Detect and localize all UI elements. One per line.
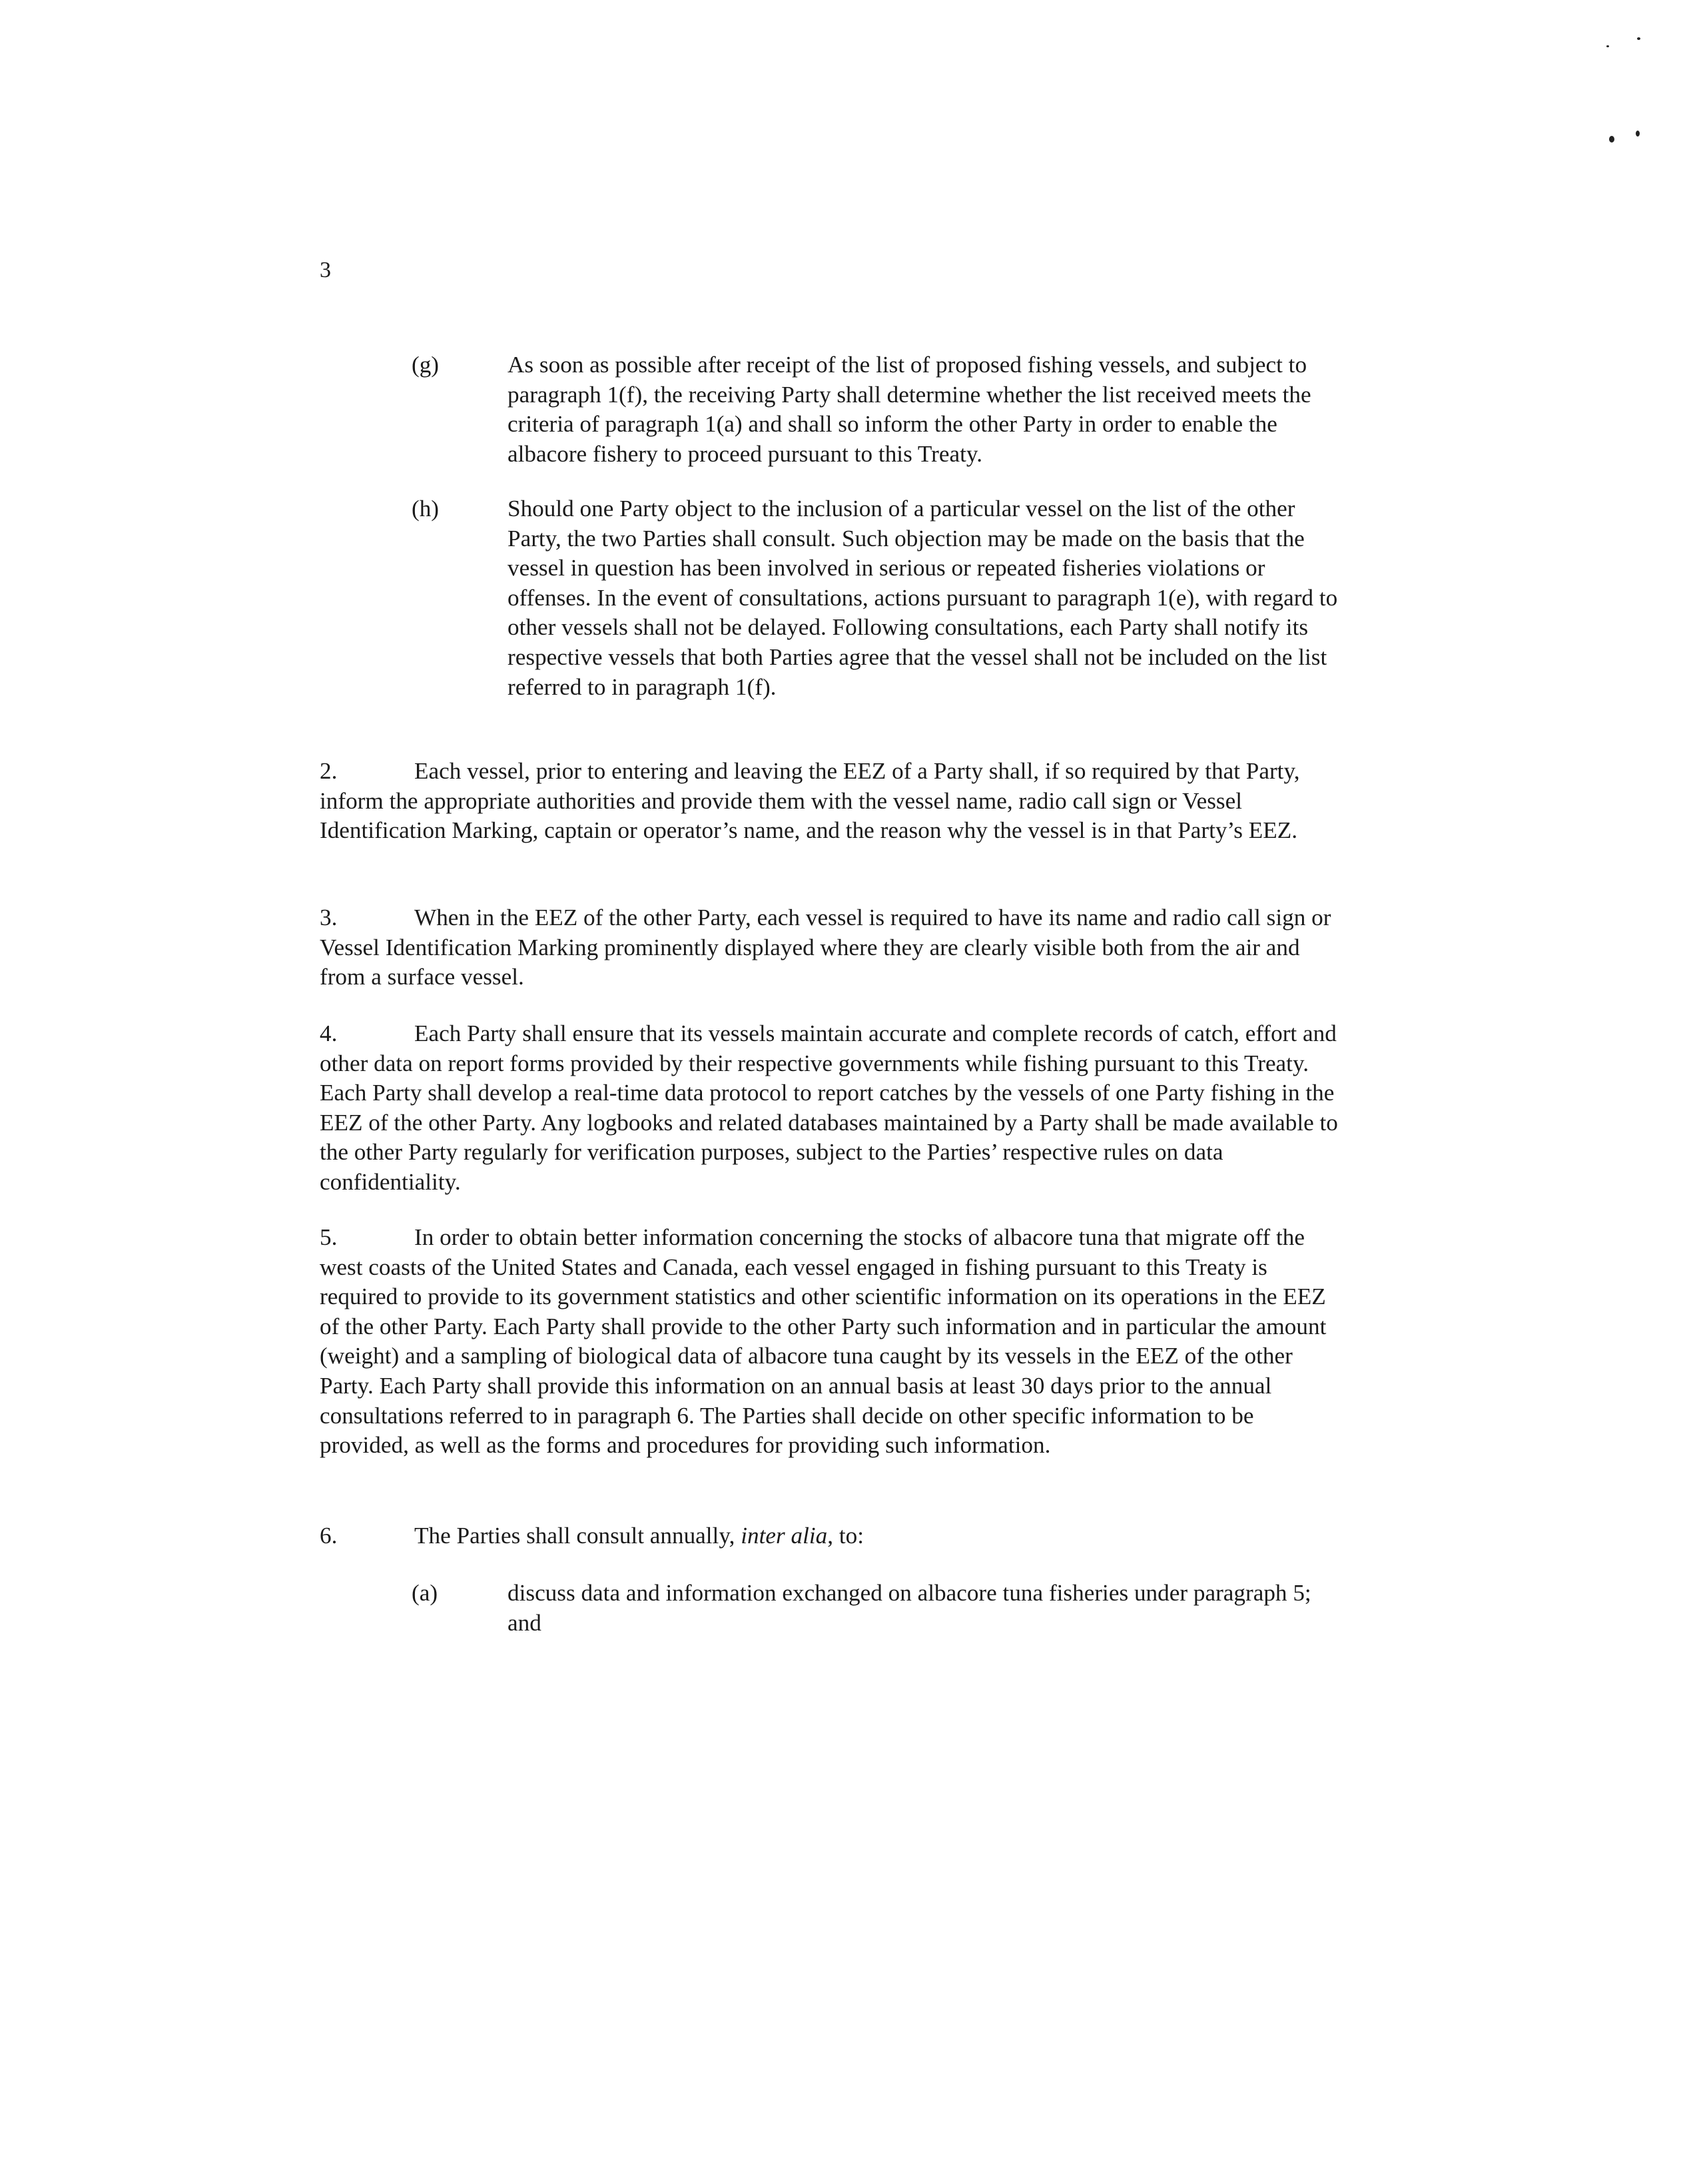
subparagraph-text: As soon as possible after receipt of the list of proposed fishing vessels, and subject to paragraph 1(f), the receiving Party shall determine whether the list received meets the criteria of paragraph 1(a) and shall so inform the other Party in order to enable the albacore fishery to proceed pursuant to this Treaty.: [507, 352, 1311, 467]
paragraph-number: 6.: [320, 1523, 338, 1549]
scan-speck: [1637, 37, 1640, 40]
paragraph-number: 5.: [320, 1224, 338, 1250]
paragraph-2: [320, 757, 1345, 846]
subparagraph-text: Should one Party object to the inclusion of a particular vessel on the list of the other Party, the two Parties shall consult. Such objection may be made on the basis that the vessel in question has been involved in serious or repeated fisheries violations or offenses. In the event of consultations, actions pursuant to paragraph 1(e), with regard to other vessels shall not be delayed. Following consultations, each Party shall notify its respective vessels that both Parties agree that the vessel shall not be included on the list referred to in paragraph 1(f).: [507, 496, 1338, 700]
scan-speck: [1636, 131, 1640, 137]
paragraph-text: When in the EEZ of the other Party, each vessel is required to have its name and radio call sign or Vessel Identification Marking prominently displayed where they are clearly visible both from the air and from a surface vessel.: [320, 905, 1331, 990]
paragraph-3: [320, 903, 1345, 992]
paragraph-text: In order to obtain better information concerning the stocks of albacore tuna that migrate off the west coasts of the United States and Canada, each vessel engaged in fishing pursuant to this Treaty is required to provide to its government statistics and other scientific information on its operations in the EEZ of the other Party. Each Party shall provide to the other Party such information and in particular the amount (weight) and a sampling of biological data of albacore tuna caught by its vessels in the EEZ of the other Party. Each Party shall provide this information on an annual basis at least 30 days prior to the annual consultations referred to in paragraph 6. The Parties shall decide on other specific information to be provided, as well as the forms and procedures for providing such information.: [320, 1224, 1327, 1459]
subparagraph-label: (a): [412, 1580, 438, 1606]
paragraph-5: [320, 1223, 1345, 1461]
scan-speck: [1609, 136, 1614, 143]
paragraph-number: 4.: [320, 1020, 338, 1046]
paragraph-text-italic: inter alia: [741, 1523, 828, 1549]
scan-speck: [1606, 45, 1609, 47]
subparagraph-g: [412, 350, 1344, 470]
paragraph-text-end: , to:: [827, 1523, 864, 1549]
subparagraph-6a: [412, 1579, 1344, 1645]
paragraph-number: 3.: [320, 905, 338, 930]
paragraph-text-start: The Parties shall consult annually,: [414, 1523, 741, 1549]
subparagraph-label: (g): [412, 352, 440, 378]
subparagraph-text: discuss data and information exchanged on albacore tuna fisheries under paragraph 5; and: [507, 1580, 1311, 1636]
paragraph-text: Each vessel, prior to entering and leaving the EEZ of a Party shall, if so required by that Party, inform the appropriate authorities and provide them with the vessel name, radio call sign or Vessel Identification Marking, captain or operator’s name, and the reason why the vessel is in that Party’s EEZ.: [320, 758, 1300, 844]
paragraph-text: [414, 1521, 864, 1551]
paragraph-text: Each Party shall ensure that its vessels maintain accurate and complete records of catch, effort and other data on report forms provided by their respective governments while fishing pursuant to this Treaty. Each Party shall develop a real-time data protocol to report catches by the vessels of one Party fishing in the EEZ of the other Party. Any logbooks and related databases maintained by a Party shall be made available to the other Party regularly for verification purposes, subject to the Parties’ respective rules on data confidentiality.: [320, 1020, 1338, 1195]
paragraph-number: 2.: [320, 758, 338, 784]
subparagraph-h: [412, 494, 1344, 734]
paragraph-4: [320, 1019, 1345, 1198]
page-number: 3: [320, 258, 331, 282]
subparagraph-label: (h): [412, 496, 440, 522]
